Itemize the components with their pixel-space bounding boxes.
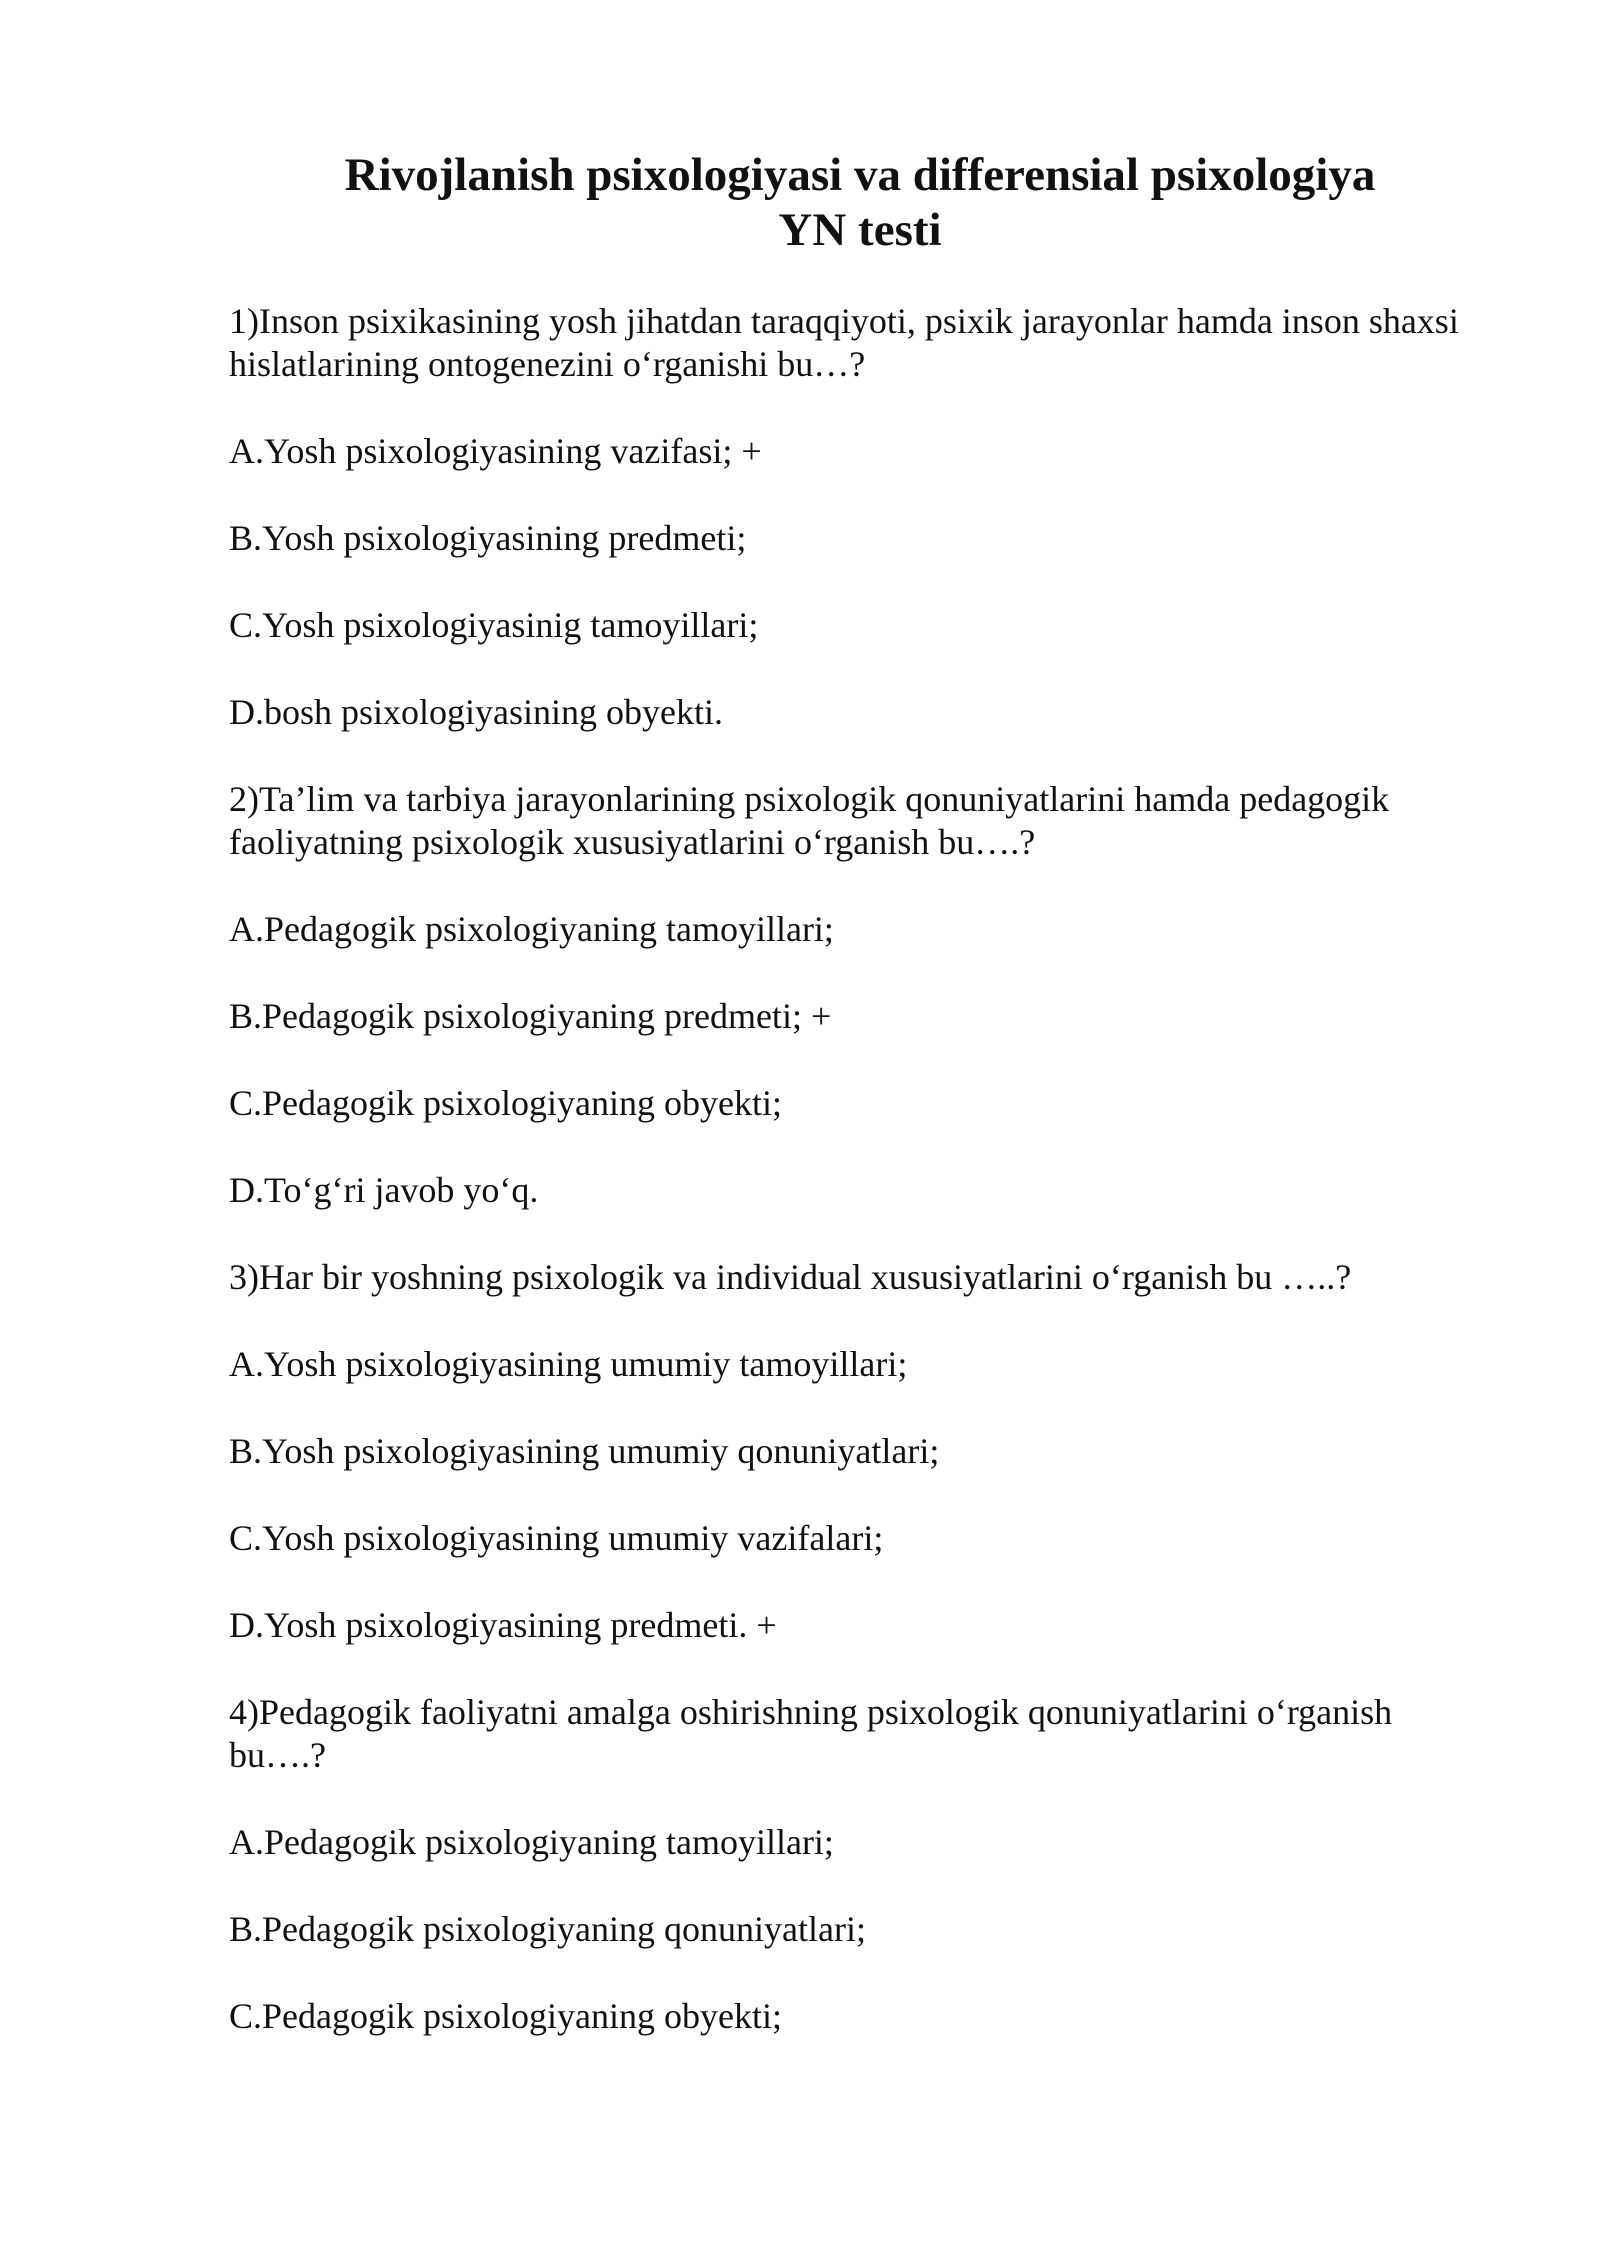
answer-option: B.Yosh psixologiyasining predmeti; xyxy=(229,518,747,558)
document-body xyxy=(229,300,1489,2082)
title-line-1: Rivojlanish psixologiyasi va differensial psixologiya xyxy=(344,149,1376,201)
answer-option: C.Yosh psixologiyasining umumiy vazifalari; xyxy=(229,1518,884,1558)
answer-option: C.Yosh psixologiyasinig tamoyillari; xyxy=(229,605,759,645)
question-text: 4)Pedagogik faoliyatni amalga oshirishning psixologik qonuniyatlarini o‘rganish bu….? xyxy=(229,1692,1393,1775)
answer-option: A.Pedagogik psixologiyaning tamoyillari; xyxy=(229,909,834,949)
answer-option: B.Pedagogik psixologiyaning qonuniyatlari; xyxy=(229,1909,866,1949)
question-text: 2)Ta’lim va tarbiya jarayonlarining psixologik qonuniyatlarini hamda pedagogik faoliyatning psixologik xususiyatlarini o‘rganish bu….? xyxy=(229,779,1390,862)
question-text: 3)Har bir yoshning psixologik va individual xususiyatlarini o‘rganish bu …..? xyxy=(229,1257,1352,1297)
answer-option: C.Pedagogik psixologiyaning obyekti; xyxy=(229,1083,782,1123)
title-line-2: YN testi xyxy=(778,204,942,256)
answer-option: C.Pedagogik psixologiyaning obyekti; xyxy=(229,1996,782,2036)
answer-option: A.Yosh psixologiyasining umumiy tamoyillari; xyxy=(229,1344,908,1384)
answer-option: A.Pedagogik psixologiyaning tamoyillari; xyxy=(229,1822,834,1862)
document-title xyxy=(0,148,1600,258)
answer-option: D.bosh psixologiyasining obyekti. xyxy=(229,692,723,732)
answer-option: D.Yosh psixologiyasining predmeti. + xyxy=(229,1605,777,1645)
answer-option: A.Yosh psixologiyasining vazifasi; + xyxy=(229,431,762,471)
answer-option: B.Yosh psixologiyasining umumiy qonuniyatlari; xyxy=(229,1431,940,1471)
answer-option: D.To‘g‘ri javob yo‘q. xyxy=(229,1170,539,1210)
answer-option: B.Pedagogik psixologiyaning predmeti; + xyxy=(229,996,832,1036)
question-text: 1)Inson psixikasining yosh jihatdan taraqqiyoti, psixik jarayonlar hamda inson shaxsi hislatlarining ontogenezini o‘rganishi bu…? xyxy=(229,301,1459,384)
